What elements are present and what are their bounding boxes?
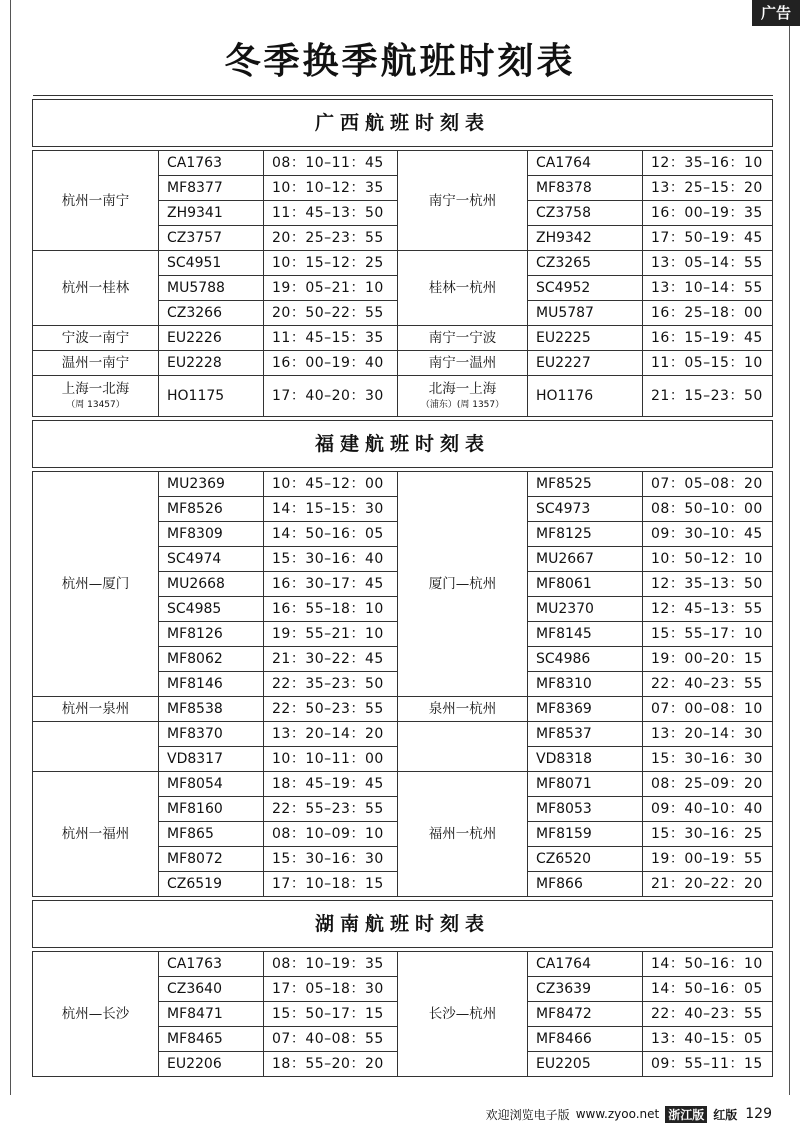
flight-time: 21：30–22：45 bbox=[264, 647, 398, 672]
flight-number: MF8369 bbox=[528, 697, 643, 722]
flight-time: 18：55–20：20 bbox=[264, 1052, 398, 1077]
flight-number: MF8525 bbox=[528, 472, 643, 497]
table-row bbox=[33, 376, 773, 417]
table-row bbox=[33, 472, 773, 497]
flight-number: CZ3758 bbox=[528, 201, 643, 226]
flight-number: CA1764 bbox=[528, 151, 643, 176]
flight-time: 20：50–22：55 bbox=[264, 301, 398, 326]
flight-time: 17：05–18：30 bbox=[264, 977, 398, 1002]
route-return bbox=[398, 952, 528, 1077]
flight-number: MU5788 bbox=[159, 276, 264, 301]
route-label: 福州一杭州 bbox=[428, 826, 497, 842]
footer-site: www.zyoo.net bbox=[575, 1107, 660, 1121]
flight-number: MF8466 bbox=[528, 1027, 643, 1052]
flight-time: 10：10–11：00 bbox=[264, 747, 398, 772]
flight-time: 11：05–15：10 bbox=[643, 351, 773, 376]
flight-number: CA1764 bbox=[528, 952, 643, 977]
flight-number: EU2226 bbox=[159, 326, 264, 351]
route-label: 杭州一桂林 bbox=[61, 280, 130, 296]
flight-number: SC4974 bbox=[159, 547, 264, 572]
flight-number: ZH9341 bbox=[159, 201, 264, 226]
route-label: 杭州一福州 bbox=[61, 826, 130, 842]
route-label: 南宁一宁波 bbox=[428, 330, 497, 346]
flight-time: 15：55–17：10 bbox=[643, 622, 773, 647]
route-return bbox=[398, 376, 528, 417]
flight-time: 12：35–13：50 bbox=[643, 572, 773, 597]
table-row bbox=[33, 722, 773, 747]
flight-number: MF8159 bbox=[528, 822, 643, 847]
flight-time: 13：40–15：05 bbox=[643, 1027, 773, 1052]
flight-time: 09：40–10：40 bbox=[643, 797, 773, 822]
flight-number: MU2370 bbox=[528, 597, 643, 622]
flight-number: MU2668 bbox=[159, 572, 264, 597]
route-return bbox=[398, 251, 528, 326]
flight-time: 16：15–19：45 bbox=[643, 326, 773, 351]
flight-time: 22：40–23：55 bbox=[643, 1002, 773, 1027]
flight-number: SC4985 bbox=[159, 597, 264, 622]
route-label: 杭州—厦门 bbox=[61, 576, 130, 592]
flight-time: 07：40–08：55 bbox=[264, 1027, 398, 1052]
flight-number: CZ3757 bbox=[159, 226, 264, 251]
flight-time: 19：05–21：10 bbox=[264, 276, 398, 301]
flight-time: 13：05–14：55 bbox=[643, 251, 773, 276]
route-outbound bbox=[33, 326, 159, 351]
section-title: 广西航班时刻表 bbox=[33, 100, 773, 147]
flight-number: MF8472 bbox=[528, 1002, 643, 1027]
flight-number: MF8054 bbox=[159, 772, 264, 797]
footer-edition: 浙江版 bbox=[665, 1106, 707, 1123]
page-border-right bbox=[789, 26, 790, 1095]
flight-number: MF8061 bbox=[528, 572, 643, 597]
flight-number: CZ6520 bbox=[528, 847, 643, 872]
flight-time: 15：50–17：15 bbox=[264, 1002, 398, 1027]
flight-number: SC4952 bbox=[528, 276, 643, 301]
route-outbound bbox=[33, 772, 159, 897]
flight-number: EU2206 bbox=[159, 1052, 264, 1077]
flight-time: 10：50–12：10 bbox=[643, 547, 773, 572]
flight-number: MU2369 bbox=[159, 472, 264, 497]
flight-time: 22：55–23：55 bbox=[264, 797, 398, 822]
flight-time: 14：50–16：05 bbox=[643, 977, 773, 1002]
flight-number: MF8309 bbox=[159, 522, 264, 547]
route-outbound bbox=[33, 251, 159, 326]
route-label: 长沙—杭州 bbox=[428, 1006, 497, 1022]
flight-number: MF8072 bbox=[159, 847, 264, 872]
flight-time: 21：20–22：20 bbox=[643, 872, 773, 897]
flight-number: MF8071 bbox=[528, 772, 643, 797]
footer bbox=[486, 1105, 772, 1123]
flight-number: HO1175 bbox=[159, 376, 264, 417]
flight-number: CZ3640 bbox=[159, 977, 264, 1002]
flight-number: MF8377 bbox=[159, 176, 264, 201]
route-label: 南宁一杭州 bbox=[428, 192, 497, 209]
flight-number: SC4951 bbox=[159, 251, 264, 276]
route-label: 温州一南宁 bbox=[61, 355, 130, 371]
flight-time: 19：55–21：10 bbox=[264, 622, 398, 647]
flight-number: MF8053 bbox=[528, 797, 643, 822]
route-outbound bbox=[33, 376, 159, 417]
flight-number: MF8062 bbox=[159, 647, 264, 672]
flight-time: 16：55–18：10 bbox=[264, 597, 398, 622]
flight-time: 21：15–23：50 bbox=[643, 376, 773, 417]
route-return bbox=[398, 772, 528, 897]
route-label: 杭州一泉州 bbox=[61, 701, 130, 717]
flight-number: EU2228 bbox=[159, 351, 264, 376]
route-label: 南宁一温州 bbox=[428, 355, 497, 371]
flight-number: SC4973 bbox=[528, 497, 643, 522]
flight-time: 13：10–14：55 bbox=[643, 276, 773, 301]
flight-number: MF8537 bbox=[528, 722, 643, 747]
flight-number: CZ3639 bbox=[528, 977, 643, 1002]
flight-time: 19：00–19：55 bbox=[643, 847, 773, 872]
flight-time: 22：35–23：50 bbox=[264, 672, 398, 697]
flight-time: 22：40–23：55 bbox=[643, 672, 773, 697]
flight-time: 13：25–15：20 bbox=[643, 176, 773, 201]
flight-number: CA1763 bbox=[159, 952, 264, 977]
route-outbound bbox=[33, 722, 159, 772]
flight-number: EU2205 bbox=[528, 1052, 643, 1077]
route-return bbox=[398, 351, 528, 376]
flight-time: 16：00–19：40 bbox=[264, 351, 398, 376]
flight-number: MF8126 bbox=[159, 622, 264, 647]
flight-number: MF8378 bbox=[528, 176, 643, 201]
route-outbound bbox=[33, 151, 159, 251]
flight-time: 08：50–10：00 bbox=[643, 497, 773, 522]
flight-number: CZ3265 bbox=[528, 251, 643, 276]
flight-number: MF8145 bbox=[528, 622, 643, 647]
flight-number: MF8160 bbox=[159, 797, 264, 822]
flight-time: 16：30–17：45 bbox=[264, 572, 398, 597]
table-row bbox=[33, 772, 773, 797]
flight-number: MF8526 bbox=[159, 497, 264, 522]
flight-number: VD8318 bbox=[528, 747, 643, 772]
table-row bbox=[33, 952, 773, 977]
route-label: 北海一上海 bbox=[428, 381, 497, 397]
flight-number: CA1763 bbox=[159, 151, 264, 176]
page-border-left bbox=[10, 0, 11, 1095]
flight-time: 15：30–16：30 bbox=[643, 747, 773, 772]
flight-time: 13：20–14：30 bbox=[643, 722, 773, 747]
flight-time: 17：40–20：30 bbox=[264, 376, 398, 417]
table-row bbox=[33, 697, 773, 722]
flight-time: 08：10–19：35 bbox=[264, 952, 398, 977]
flight-time: 10：45–12：00 bbox=[264, 472, 398, 497]
flight-time: 14：50–16：05 bbox=[264, 522, 398, 547]
flight-time: 11：45–13：50 bbox=[264, 201, 398, 226]
flight-number: SC4986 bbox=[528, 647, 643, 672]
flight-time: 19：00–20：15 bbox=[643, 647, 773, 672]
flight-time: 15：30–16：25 bbox=[643, 822, 773, 847]
flight-number: MF866 bbox=[528, 872, 643, 897]
flight-number: MF8471 bbox=[159, 1002, 264, 1027]
section-title: 福建航班时刻表 bbox=[33, 421, 773, 468]
flight-time: 07：00–08：10 bbox=[643, 697, 773, 722]
flight-schedule-table bbox=[32, 95, 773, 1077]
table-row bbox=[33, 251, 773, 276]
flight-number: MF865 bbox=[159, 822, 264, 847]
flight-time: 08：25–09：20 bbox=[643, 772, 773, 797]
flight-time: 08：10–11：45 bbox=[264, 151, 398, 176]
flight-time: 22：50–23：55 bbox=[264, 697, 398, 722]
route-outbound bbox=[33, 351, 159, 376]
flight-time: 17：10–18：15 bbox=[264, 872, 398, 897]
table-row bbox=[33, 351, 773, 376]
flight-time: 20：25–23：55 bbox=[264, 226, 398, 251]
footer-version: 红版 bbox=[713, 1107, 738, 1122]
flight-time: 14：15–15：30 bbox=[264, 497, 398, 522]
flight-time: 09：55–11：15 bbox=[643, 1052, 773, 1077]
flight-time: 12：45–13：55 bbox=[643, 597, 773, 622]
route-label: 泉州一杭州 bbox=[428, 701, 497, 717]
flight-number: EU2227 bbox=[528, 351, 643, 376]
flight-time: 10：15–12：25 bbox=[264, 251, 398, 276]
route-return bbox=[398, 697, 528, 722]
route-label: 杭州—长沙 bbox=[61, 1006, 130, 1022]
route-return bbox=[398, 472, 528, 697]
flight-number: MF8465 bbox=[159, 1027, 264, 1052]
flight-time: 10：10–12：35 bbox=[264, 176, 398, 201]
flight-time: 13：20–14：20 bbox=[264, 722, 398, 747]
route-label: 厦门—杭州 bbox=[428, 576, 497, 592]
flight-number: MF8125 bbox=[528, 522, 643, 547]
flight-time: 17：50–19：45 bbox=[643, 226, 773, 251]
flight-time: 14：50–16：10 bbox=[643, 952, 773, 977]
flight-time: 12：35–16：10 bbox=[643, 151, 773, 176]
flight-number: MU2667 bbox=[528, 547, 643, 572]
flight-number: MF8370 bbox=[159, 722, 264, 747]
route-label: 桂林一杭州 bbox=[428, 280, 497, 296]
flight-time: 15：30–16：30 bbox=[264, 847, 398, 872]
route-outbound bbox=[33, 697, 159, 722]
flight-number: HO1176 bbox=[528, 376, 643, 417]
flight-number: MF8310 bbox=[528, 672, 643, 697]
flight-time: 09：30–10：45 bbox=[643, 522, 773, 547]
route-outbound bbox=[33, 472, 159, 697]
page-title: 冬季换季航班时刻表 bbox=[224, 41, 576, 82]
flight-number: CZ3266 bbox=[159, 301, 264, 326]
route-days-note: （浦东）(周 1357） bbox=[420, 400, 505, 410]
flight-time: 08：10–09：10 bbox=[264, 822, 398, 847]
route-label: 上海一北海 bbox=[61, 381, 130, 397]
route-label: 杭州一南宁 bbox=[61, 192, 130, 209]
route-outbound bbox=[33, 952, 159, 1077]
table-row bbox=[33, 326, 773, 351]
footer-welcome: 欢迎浏览电子版 bbox=[485, 1107, 570, 1122]
flight-time: 15：30–16：40 bbox=[264, 547, 398, 572]
route-label: 宁波一南宁 bbox=[61, 330, 130, 346]
route-days-note: （周 13457） bbox=[66, 400, 125, 410]
flight-number: MU5787 bbox=[528, 301, 643, 326]
flight-time: 11：45–15：35 bbox=[264, 326, 398, 351]
flight-number: CZ6519 bbox=[159, 872, 264, 897]
page-number: 129 bbox=[745, 1106, 772, 1122]
flight-number: EU2225 bbox=[528, 326, 643, 351]
flight-time: 07：05–08：20 bbox=[643, 472, 773, 497]
flight-number: MF8538 bbox=[159, 697, 264, 722]
table-row bbox=[33, 151, 773, 176]
flight-time: 16：00–19：35 bbox=[643, 201, 773, 226]
ad-tag: 广告 bbox=[752, 0, 800, 26]
flight-number: ZH9342 bbox=[528, 226, 643, 251]
flight-time: 18：45–19：45 bbox=[264, 772, 398, 797]
flight-number: MF8146 bbox=[159, 672, 264, 697]
route-return bbox=[398, 722, 528, 772]
route-return bbox=[398, 326, 528, 351]
flight-time: 16：25–18：00 bbox=[643, 301, 773, 326]
section-title: 湖南航班时刻表 bbox=[33, 901, 773, 948]
flight-number: VD8317 bbox=[159, 747, 264, 772]
route-return bbox=[398, 151, 528, 251]
